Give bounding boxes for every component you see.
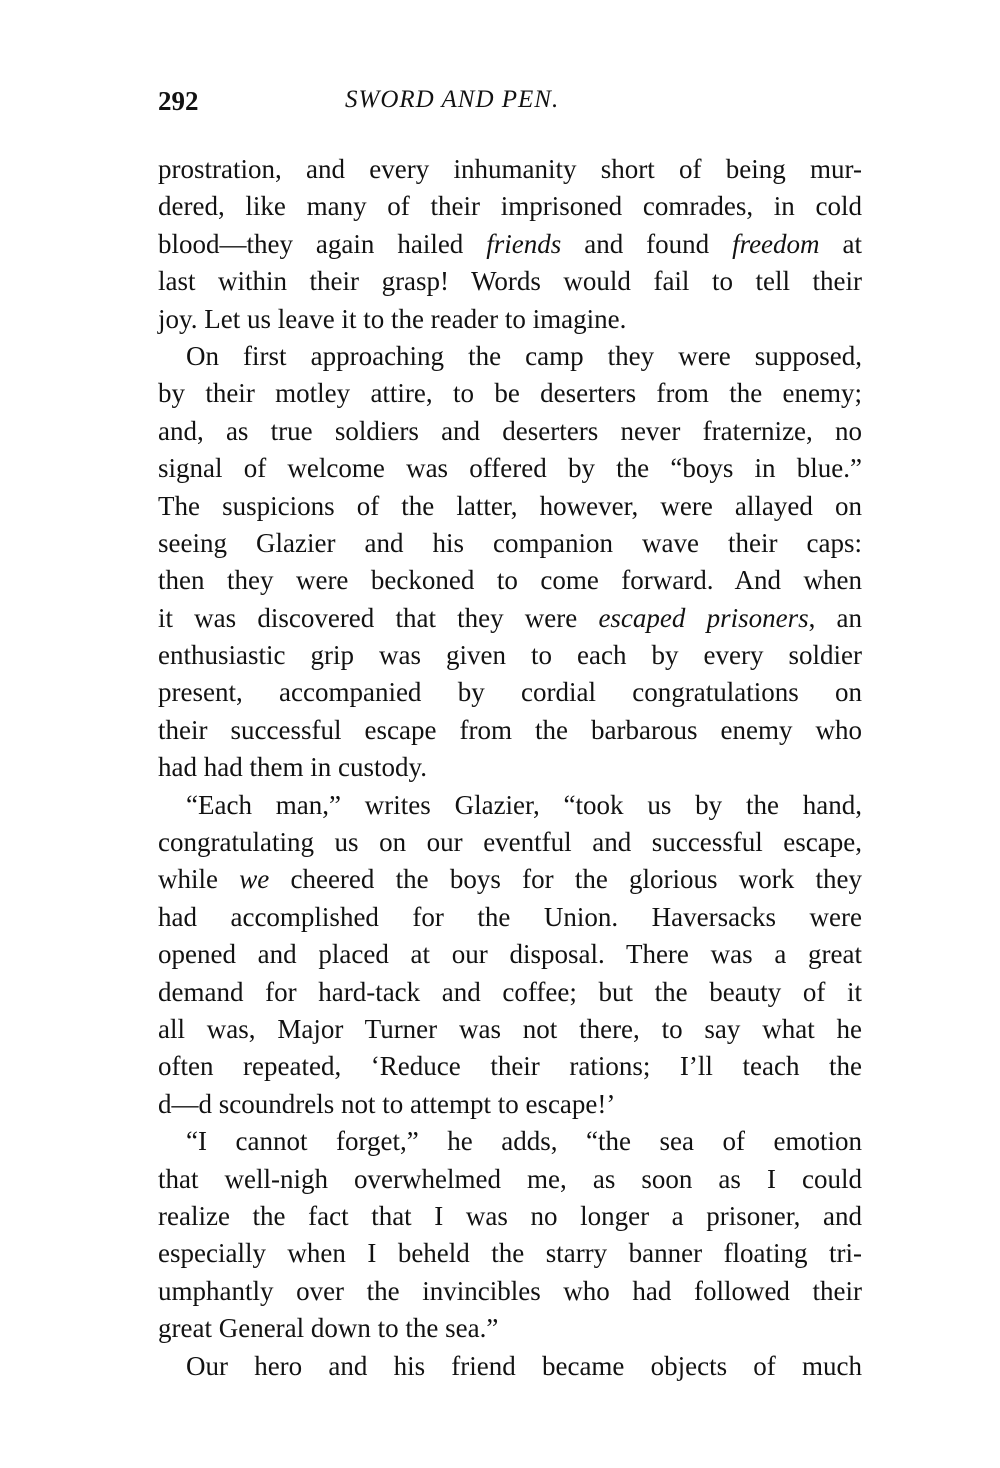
text-line xyxy=(158,338,862,375)
text-segment: cheered the boys for the glorious work they xyxy=(269,864,862,895)
text-line xyxy=(158,1198,862,1235)
text-line xyxy=(158,899,862,936)
text-line xyxy=(158,824,862,861)
text-segment: their successful escape from the barbarous enemy who xyxy=(158,714,862,745)
text-segment: joy. Let us leave it to the reader to imagine. xyxy=(158,303,627,334)
text-segment: “Each man,” writes Glazier, “took us by the hand, xyxy=(186,789,862,820)
text-line xyxy=(158,1048,862,1085)
text-segment: often repeated, ‘Reduce their rations; I’ll teach the xyxy=(158,1051,862,1082)
text-segment: seeing Glazier and his companion wave their caps: xyxy=(158,527,862,558)
text-line xyxy=(158,974,862,1011)
text-line xyxy=(158,1235,862,1272)
text-segment: demand for hard-tack and coffee; but the beauty of it xyxy=(158,976,862,1007)
text-segment: signal of welcome was offered by the “boys in blue.” xyxy=(158,453,862,484)
text-line xyxy=(158,413,862,450)
text-line xyxy=(158,1348,862,1385)
text-line xyxy=(158,188,862,225)
text-segment: , an xyxy=(808,602,863,633)
body-text xyxy=(158,151,862,1385)
text-segment: The suspicions of the latter, however, were allayed on xyxy=(158,490,862,521)
text-line xyxy=(158,1011,862,1048)
text-line xyxy=(158,637,862,674)
text-line xyxy=(158,151,862,188)
text-segment: last within their grasp! Words would fail to tell their xyxy=(158,266,862,297)
text-segment: had had them in custody. xyxy=(158,752,427,783)
text-segment: at xyxy=(819,228,862,259)
text-segment: realize the fact that I was no longer a prisoner, and xyxy=(158,1200,862,1231)
text-segment: enthusiastic grip was given to each by every soldier xyxy=(158,640,862,671)
text-line xyxy=(158,936,862,973)
page-number: 292 xyxy=(158,86,199,116)
text-segment: On first approaching the camp they were supposed, xyxy=(186,340,862,371)
text-line xyxy=(158,301,862,338)
text-segment: “I cannot forget,” he adds, “the sea of emotion xyxy=(186,1126,862,1157)
text-line xyxy=(158,562,862,599)
text-segment: and, as true soldiers and deserters never fraternize, no xyxy=(158,415,862,446)
text-line xyxy=(158,488,862,525)
text-segment: d—d scoundrels not to attempt to escape!’ xyxy=(158,1088,616,1119)
text-line xyxy=(158,525,862,562)
text-line xyxy=(158,1310,862,1347)
text-line xyxy=(158,1273,862,1310)
text-line xyxy=(158,861,862,898)
text-line xyxy=(158,712,862,749)
text-segment: blood—they again hailed xyxy=(158,228,487,259)
text-line xyxy=(158,749,862,786)
text-line xyxy=(158,1123,862,1160)
text-segment: then they were beckoned to come forward. And when xyxy=(158,565,862,596)
text-segment: opened and placed at our disposal. There was a great xyxy=(158,939,862,970)
text-segment: while xyxy=(158,864,240,895)
text-line xyxy=(158,787,862,824)
italic-text: friends xyxy=(486,228,562,259)
text-segment: it was discovered that they were xyxy=(158,602,599,633)
text-segment: Our hero and his friend became objects of much xyxy=(186,1350,862,1381)
text-segment: umphantly over the invincibles who had followed their xyxy=(158,1275,862,1306)
text-line xyxy=(158,1161,862,1198)
italic-text: escaped prisoners xyxy=(598,602,809,633)
text-line xyxy=(158,263,862,300)
text-segment: dered, like many of their imprisoned comrades, in cold xyxy=(158,191,862,222)
text-segment: by their motley attire, to be deserters from the enemy; xyxy=(158,378,862,409)
text-segment: congratulating us on our eventful and successful escape, xyxy=(158,827,862,858)
text-segment: and found xyxy=(561,228,733,259)
text-segment: prostration, and every inhumanity short of being mur- xyxy=(158,154,862,184)
text-segment: especially when I beheld the starry banner floating tri- xyxy=(158,1238,862,1269)
text-line xyxy=(158,375,862,412)
text-segment: present, accompanied by cordial congratulations on xyxy=(158,677,862,708)
text-segment: great General down to the sea.” xyxy=(158,1313,499,1344)
text-line xyxy=(158,674,862,711)
text-line xyxy=(158,1086,862,1123)
text-segment: all was, Major Turner was not there, to say what he xyxy=(158,1013,862,1044)
text-segment: that well-nigh overwhelmed me, as soon as I could xyxy=(158,1163,862,1194)
text-line xyxy=(158,600,862,637)
text-segment: had accomplished for the Union. Haversacks were xyxy=(158,901,862,932)
running-title: SWORD AND PEN. xyxy=(345,86,560,113)
text-line xyxy=(158,450,862,487)
italic-text: we xyxy=(239,864,270,895)
italic-text: freedom xyxy=(732,228,820,259)
text-line xyxy=(158,226,862,263)
